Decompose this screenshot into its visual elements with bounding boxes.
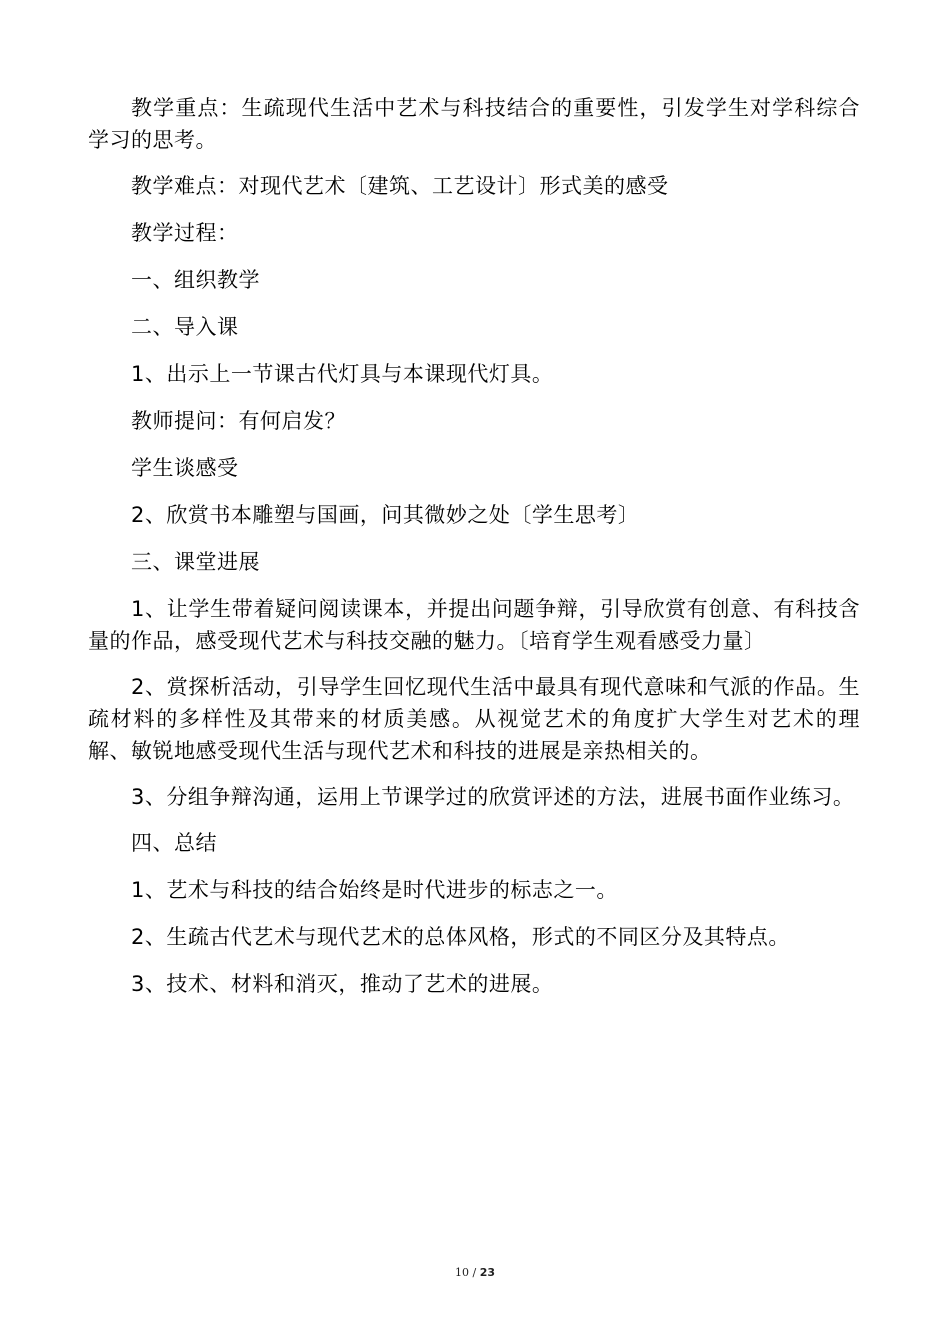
paragraph-teaching-focus: 教学重点：生疏现代生活中艺术与科技结合的重要性，引发学生对学科综合学习的思考。 (88, 96, 860, 152)
list-item: 教师提问：有何启发？ (131, 409, 346, 433)
section-heading-progress: 三、课堂进展 (131, 550, 260, 574)
total-page-count: 23 (479, 1266, 496, 1279)
list-item: 1、让学生带着疑问阅读课本，并提出问题争辩，引导欣赏有创意、有科技含量的作品，感受现代艺术与科技交融的魅力。〔培育学生观看感受力量〕 (88, 597, 860, 653)
list-item: 1、出示上一节课古代灯具与本课现代灯具。 (131, 362, 554, 386)
paragraph-teaching-difficulty: 教学难点：对现代艺术〔建筑、工艺设计〕形式美的感受 (131, 174, 669, 198)
list-item: 2、赏探析活动，引导学生回忆现代生活中最具有现代意味和气派的作品。生疏材料的多样性及其带来的材质美感。从视觉艺术的角度扩大学生对艺术的理解、敏锐地感受现代生活与现代艺术和科技的进展是亲热相关的。 (88, 675, 860, 763)
page-separator: / (472, 1266, 477, 1279)
section-heading-intro: 二、导入课 (131, 315, 239, 339)
paragraph-teaching-process: 教学过程： (131, 221, 239, 245)
list-item: 2、生疏古代艺术与现代艺术的总体风格，形式的不同区分及其特点。 (131, 925, 790, 949)
list-item: 3、技术、材料和消灭，推动了艺术的进展。 (131, 972, 554, 996)
document-body (88, 92, 860, 1015)
section-heading-organize: 一、组织教学 (131, 268, 260, 292)
list-item: 2、欣赏书本雕塑与国画，问其微妙之处〔学生思考〕 (131, 503, 640, 527)
current-page-number: 10 (454, 1266, 469, 1279)
section-heading-summary: 四、总结 (131, 831, 217, 855)
list-item: 1、艺术与科技的结合始终是时代进步的标志之一。 (131, 878, 618, 902)
page-number (0, 1266, 950, 1279)
list-item: 学生谈感受 (131, 456, 239, 480)
list-item: 3、分组争辩沟通，运用上节课学过的欣赏评述的方法，进展书面作业练习。 (131, 785, 855, 809)
